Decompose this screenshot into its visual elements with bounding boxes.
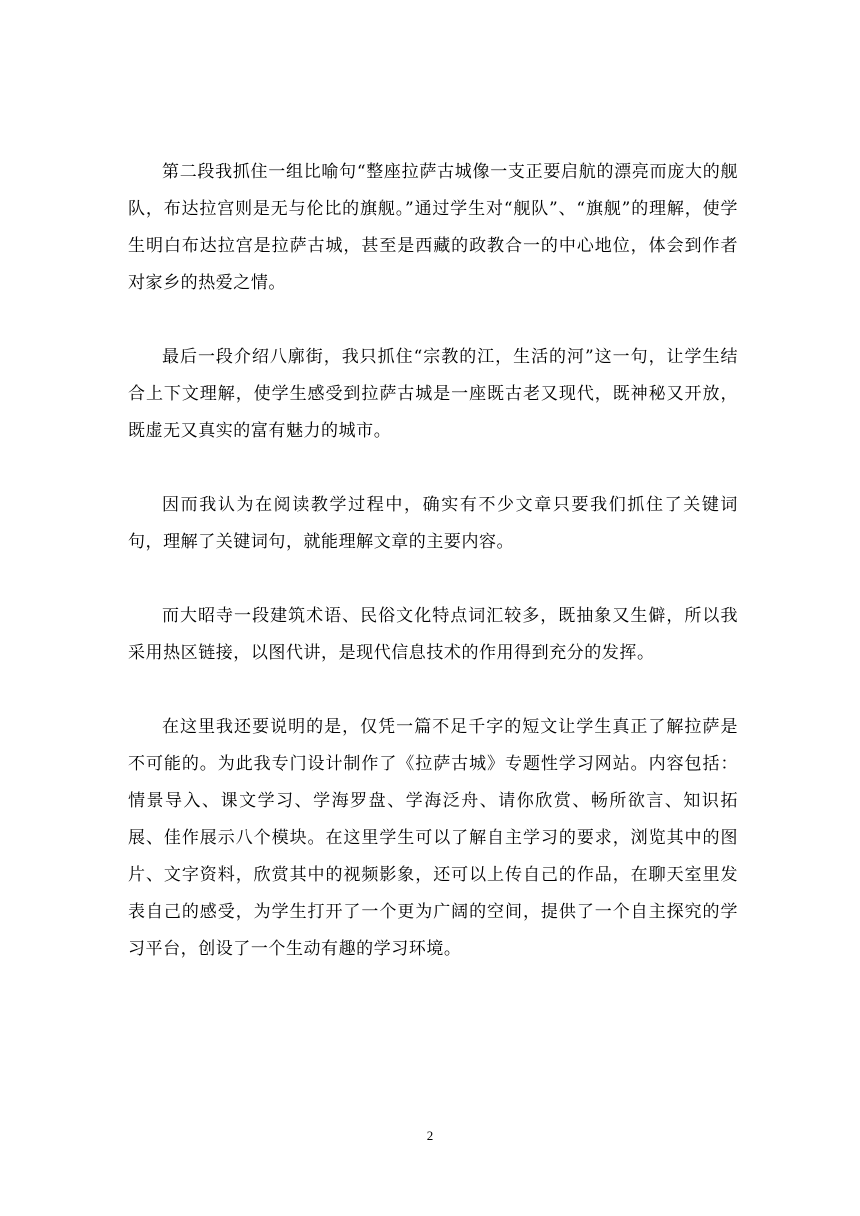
paragraph-3: 因而我认为在阅读教学过程中，确实有不少文章只要我们抓住了关键词句，理解了关键词句，就能理解文章的主要内容。 (128, 495, 738, 552)
paragraph-2: 最后一段介绍八廓街，我只抓住“宗教的江，生活的河”这一句，让学生结合上下文理解，使学生感受到拉萨古城是一座既古老又现代，既神秘又开放，既虚无又真实的富有魅力的城市。 (128, 347, 738, 441)
paragraph-5: 在这里我还要说明的是，仅凭一篇不足千字的短文让学生真正了解拉萨是不可能的。为此我专门设计制作了《拉萨古城》专题性学习网站。内容包括：情景导入、课文学习、学海罗盘、学海泛舟、请你欣赏、畅所欲言、知识拓展、佳作展示八个模块。在这里学生可以了解自主学习的要求，浏览其中的图片、文字资料，欣赏其中的视频影象，还可以上传自己的作品，在聊天室里发表自己的感受，为学生打开了一个更为广阔的空间，提供了一个自主探究的学习平台，创设了一个生动有趣的学习环境。 (128, 717, 738, 959)
paragraph-1: 第二段我抓住一组比喻句“整座拉萨古城像一支正要启航的漂亮而庞大的舰队，布达拉宫则是无与伦比的旗舰。”通过学生对“舰队”、“旗舰”的理解，使学生明白布达拉宫是拉萨古城，甚至是西藏的政教合一的中心地位，体会到作者对家乡的热爱之情。 (128, 162, 738, 293)
paragraph-4: 而大昭寺一段建筑术语、民俗文化特点词汇较多，既抽象又生僻，所以我采用热区链接，以图代讲，是现代信息技术的作用得到充分的发挥。 (128, 606, 738, 663)
document-body (128, 154, 738, 968)
page-number: 2 (426, 1128, 434, 1143)
